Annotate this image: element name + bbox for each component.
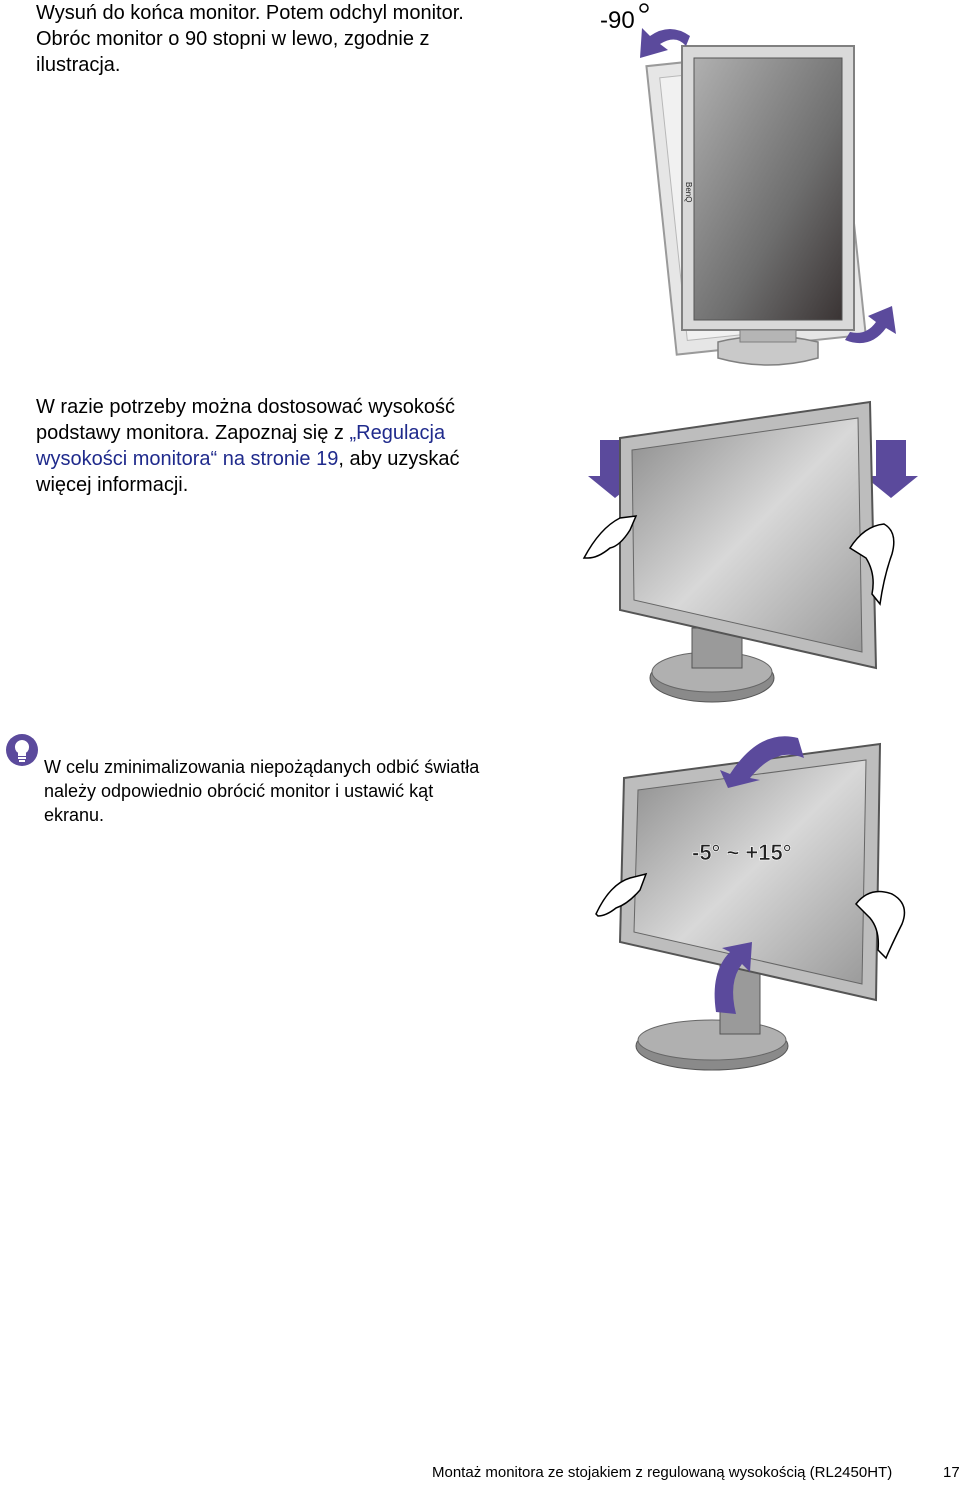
text-line [36,446,460,472]
page-footer-title: Montaż monitora ze stojakiem z regulowaną wysokością (RL2450HT) [432,1464,893,1481]
lightbulb-tip-icon [4,732,40,768]
text-segment: podstawy monitora. Zapoznaj się z [36,422,350,444]
monitor-pivot-illustration [590,0,910,380]
rotation-angle-label: -90 [600,7,635,34]
page-number: 17 [943,1464,960,1481]
text-line: W celu zminimalizowania niepożądanych odbić światła [44,757,480,777]
monitor-stand-base-top [638,1020,786,1060]
tilt-range-label: -5° ~ +15° [692,840,792,865]
text-line: ilustracja. [36,54,121,76]
text-line: ekranu. [44,805,105,825]
cross-reference-link[interactable]: wysokości monitora“ na stronie 19 [36,448,339,470]
text-line: należy odpowiednio obrócić monitor i ustawić kąt [44,781,434,801]
brand-logo: BenQ [684,182,693,203]
text-segment: , aby uzyskać [338,448,460,470]
monitor-tilt-illustration [580,728,960,1078]
text-line: Obróc monitor o 90 stopni w lewo, zgodnie z [36,28,430,50]
text-line: więcej informacji. [36,474,189,496]
degree-symbol [640,4,648,12]
glare-tip [44,755,479,827]
text-line: W razie potrzeby można dostosować wysokość [36,396,456,418]
text-line: Wysuń do końca monitor. Potem odchyl monitor. [36,2,464,24]
monitor-stand-neck [740,330,796,342]
rotate-instructions [36,0,464,78]
cross-reference-link[interactable]: „Regulacja [349,422,446,444]
monitor-height-illustration [580,398,960,708]
monitor-screen [694,58,842,320]
height-adjustment-note [36,394,460,498]
text-line [36,420,460,446]
